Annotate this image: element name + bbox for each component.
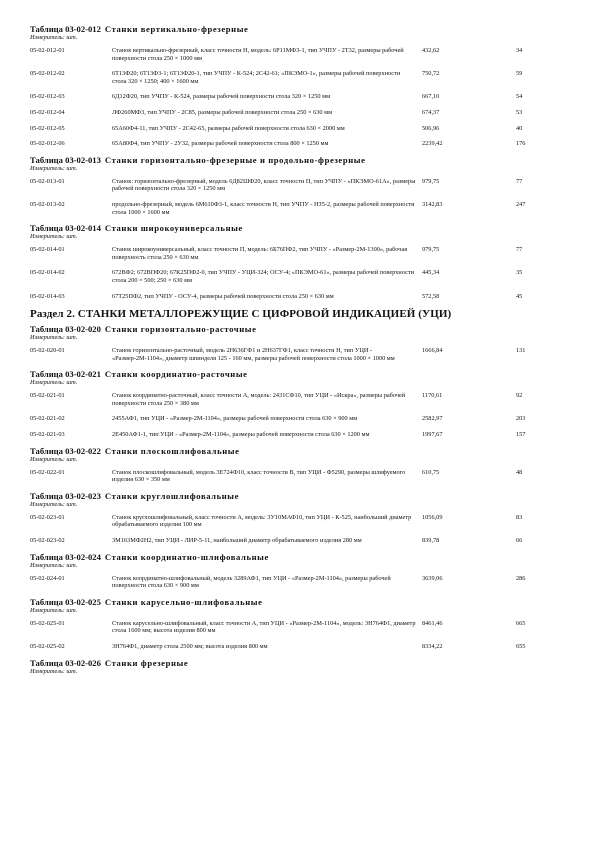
table-row [30,246,570,261]
measure-unit: Измеритель: шт. [30,34,78,41]
row-price: 3142,83 [422,200,443,208]
table-row [30,643,570,651]
row-description: 2455АФ1, тип УЦИ - «Размер-2М-1104», размеры рабочей поверхности стола 630 × 900 мм [112,415,358,423]
row-description: 6Т13Ф20; 6Т13Ф3-1; 6Т13Ф20-1, тип УЧПУ - К-524; 2С42-61; «ПКЭМО-1», размеры рабочей поверхности стола 320 × 1250; 400 × 1600 мм [112,70,401,85]
table-row [30,70,570,85]
table-title: Станки вертикально-фрезерные [104,24,249,34]
measure-unit: Измеритель: шт. [30,606,78,614]
row-quantity: 34 [516,47,523,54]
row-quantity: 35 [516,269,523,277]
table-title: Станки карусельно-шлифовальные [104,596,263,607]
row-description: Станок координатно-шлифовальный, модель 3289АФ1, тип УЦИ - «Размер-2М-1104», размеры рабочей поверхности стола 630 × 900 мм [112,574,391,590]
table-row [30,178,570,193]
row-code: 05-02-014-03 [30,292,65,300]
row-quantity: 77 [516,246,523,254]
row-description: Станок горизонтально-расточный, модель 2Н636ГФ1 и 2Н637ГФ1, класс точности Н, тип УЦИ - «Размер-2М-1104», диаметр шпинделя 125 - 160 мм, размеры рабочей поверхности стола 1000 × 1000 мм [112,347,395,362]
row-description: Станок координатно-расточный, класс точности А, модель: 2431СФ10, тип УЦИ - «Искра», размеры рабочей поверхности стола 250 × 380 мм [112,392,406,407]
document-page [30,20,570,681]
row-quantity: 59 [516,70,523,78]
table-block [30,659,570,675]
table-row [30,392,570,407]
table-number: Таблица 03-02-013 [30,154,101,165]
table-number: Таблица 03-02-021 [30,369,101,380]
row-description: 672ВФ2; 672ВПФ20; 67К25ПФ2-0, тип УЧПУ - УЦИ-324; ОСУ-4; «ПКЭМО-61», размеры рабочей поверхности стола 200 × 500; 250 × 630 мм [112,269,415,284]
table-number: Таблица 03-02-020 [30,324,101,335]
row-description: Станок плоскошлифовальный, модель 3Е724Ф10, класс точности В, тип УЦИ - Ф5290, размеры шлифуемого изделия 630 × 350 мм [112,468,406,484]
measure-unit: Измеритель: шт. [30,455,78,463]
row-quantity: 54 [516,93,523,101]
row-code: 05-02-025-02 [30,643,65,650]
table-number: Таблица 03-02-026 [30,657,101,668]
row-code: 05-02-023-02 [30,537,65,545]
table-number: Таблица 03-02-024 [30,551,101,562]
row-quantity: 157 [516,431,526,439]
table-number: Таблица 03-02-025 [30,596,101,607]
measure-unit: Измеритель: шт. [30,334,78,342]
row-code: 05-02-012-01 [30,47,65,54]
row-price: 839,78 [422,537,440,545]
row-code: 05-02-012-03 [30,93,65,101]
row-description: 6Д12Ф20, тип УЧПУ - К-524, размеры рабочей поверхности стола 320 × 1250 мм [112,93,331,101]
table-block [30,370,570,438]
row-code: 05-02-014-01 [30,246,65,254]
row-price: 750,72 [422,70,440,78]
table-title: Станки координатно-шлифовальные [104,551,269,562]
row-description: 67Т25ПФ2, тип УЧПУ - ОСУ-4, размеры рабочей поверхности стола 250 × 630 мм [112,292,334,300]
row-price: 1056,09 [422,513,443,521]
measure-unit: Измеритель: шт. [30,379,78,387]
row-quantity: 77 [516,177,523,185]
table-row [30,269,570,284]
row-quantity: 40 [516,124,523,132]
measure-unit: Измеритель: шт. [30,667,78,675]
table-row [30,293,570,301]
row-price: 3639,06 [422,574,443,582]
row-quantity: 176 [516,140,526,148]
table-heading [30,370,570,379]
row-quantity: 286 [516,574,526,582]
table-row [30,109,570,117]
table-heading [30,25,570,34]
row-code: 05-02-013-01 [30,177,65,185]
row-code: 05-02-012-05 [30,124,65,132]
row-price: 572,58 [422,292,440,300]
row-code: 05-02-012-06 [30,140,65,148]
table-row [30,47,570,62]
row-code: 05-02-013-02 [30,200,65,208]
table-block [30,598,570,651]
table-heading [30,447,570,456]
row-price: 506,96 [422,124,440,132]
row-description: Станок вертикально-фрезерный, класс точности Н, модель: 6Р11МФ3-1, тип УЧПУ - 2Т32, размеры рабочей поверхности стола 250 × 1000 мм [112,47,404,62]
table-number: Таблица 03-02-012 [30,24,101,34]
table-heading [30,492,570,501]
row-description: продольно-фрезерный, модель 6М610Ф3-1, класс точности Н, тип УЧПУ - НЗ5-2, размеры рабочей поверхности стола 1000 × 1600 мм [112,200,415,216]
table-block [30,224,570,300]
row-code: 05-02-025-01 [30,619,65,627]
measure-unit: Измеритель: шт. [30,164,78,172]
row-code: 05-02-014-02 [30,269,65,277]
row-quantity: 665 [516,619,526,627]
row-description: 65А80Ф4, тип УЧПУ - 2У32, размеры рабочей поверхности стола 800 × 1250 мм [112,140,329,148]
table-row [30,201,570,216]
row-description: 3М163МФ2Н2, тип УЦИ - ЛИР-5-11, наибольший диаметр обрабатываемого изделия 280 мм [112,537,362,545]
row-code: 05-02-021-03 [30,431,65,439]
table-number: Таблица 03-02-022 [30,445,101,456]
measure-unit: Измеритель: шт. [30,233,78,241]
measure-unit: Измеритель: шт. [30,500,78,508]
row-description: Станок карусельно-шлифовальный, класс точности А, тип УЦИ - «Размер-2М-1104», модель: 3Н764Ф1, диаметр стола 1600 мм; высота изделия 800 мм [112,619,416,635]
table-row [30,93,570,101]
table-title: Станки круглошлифовальные [104,490,240,501]
table-number: Таблица 03-02-023 [30,490,101,501]
row-code: 05-02-012-04 [30,108,65,116]
table-title: Станки широкоуниверсальные [104,223,243,234]
row-price: 979,75 [422,246,440,254]
row-quantity: 48 [516,468,523,476]
row-price: 674,37 [422,108,440,116]
row-price: 1170,61 [422,392,443,400]
table-row [30,125,570,133]
table-title: Станки координатно-расточные [104,369,248,380]
table-heading [30,553,570,562]
table-row [30,431,570,439]
table-block [30,553,570,590]
table-number: Таблица 03-02-014 [30,223,101,234]
table-block [30,156,570,216]
table-block [30,325,570,362]
row-price: 8461,46 [422,619,443,627]
section-heading: Раздел 2. СТАНКИ МЕТАЛЛОРЕЖУЩИЕ С ЦИФРОВОЙ ИНДИКАЦИЕЙ (УЦИ) [30,308,452,321]
table-block [30,25,570,148]
table-heading [30,598,570,607]
row-code: 05-02-021-01 [30,392,65,400]
table-row [30,140,570,148]
row-code: 05-02-012-02 [30,70,65,78]
row-price: 979,75 [422,177,440,185]
row-price: 432,62 [422,47,440,54]
table-row [30,575,570,590]
measure-unit: Измеритель: шт. [30,561,78,569]
table-heading [30,325,570,334]
table-row [30,469,570,484]
table-row [30,415,570,423]
row-code: 05-02-023-01 [30,513,65,521]
table-title: Станки горизонтально-расточные [104,324,257,335]
table-title: Станки плоскошлифовальные [104,445,240,456]
row-description: ЛФ260МФ3, тип УЧПУ - 2С85, размеры рабочей поверхности стола 250 × 630 мм [112,108,333,116]
table-row [30,620,570,635]
row-description: 2Е450АФ1-1, тип УЦИ - «Размер-2М-1104», размеры рабочей поверхности стола 630 × 1200 мм [112,431,370,439]
table-row [30,537,570,545]
row-price: 8334,22 [422,643,443,650]
row-price: 2582,97 [422,415,443,423]
table-heading [30,659,570,668]
row-description: Станок круглошлифовальный, класс точности А, модель: 3У10МАФ10, тип УЦИ - К-525, наибольший диаметр обрабатываемого изделия 100 мм [112,513,412,529]
row-description: Станок: горизонтально-фрезерный, модель 6Д82ШФ20, класс точности П, тип УЧПУ - «ПКЭМО-61А», размеры рабочей поверхности стола 320 × 1250 мм [112,177,416,193]
row-quantity: 53 [516,108,523,116]
row-quantity: 92 [516,392,523,400]
table-heading [30,156,570,165]
row-code: 05-02-024-01 [30,574,65,582]
row-price: 2239,42 [422,140,443,148]
row-price: 1666,84 [422,347,443,355]
row-quantity: 131 [516,347,526,355]
table-heading [30,224,570,233]
row-description: 3Н764Ф1, диаметр стола 2500 мм; высота изделия 800 мм [112,643,268,650]
row-description: Станок широкоуниверсальный, класс точности П, модель: 6Б76ПФ2, тип УЧПУ - «Размер-2М-1300», рабочая поверхность стола 250 × 630 мм [112,246,408,261]
row-price: 610,75 [422,468,440,476]
table-title: Станки фрезерные [104,657,189,668]
table-row [30,347,570,362]
table-row [30,514,570,529]
row-price: 445,34 [422,269,440,277]
row-code: 05-02-021-02 [30,415,65,423]
table-title: Станки горизонтально-фрезерные и продольно-фрезерные [104,154,366,165]
row-quantity: 83 [516,513,523,521]
table-block [30,492,570,545]
row-price: 667,10 [422,93,440,101]
row-price: 1997,67 [422,431,443,439]
row-quantity: 45 [516,292,523,300]
row-quantity: 203 [516,415,526,423]
row-quantity: 655 [516,643,526,650]
row-description: 65А60Ф4-11, тип УЧПУ - 2С42-65, размеры рабочей поверхности стола 630 × 2000 мм [112,124,345,132]
table-block [30,447,570,484]
row-code: 05-02-022-01 [30,468,65,476]
row-code: 05-02-020-01 [30,347,65,355]
row-quantity: 247 [516,200,526,208]
row-quantity: 66 [516,537,523,545]
